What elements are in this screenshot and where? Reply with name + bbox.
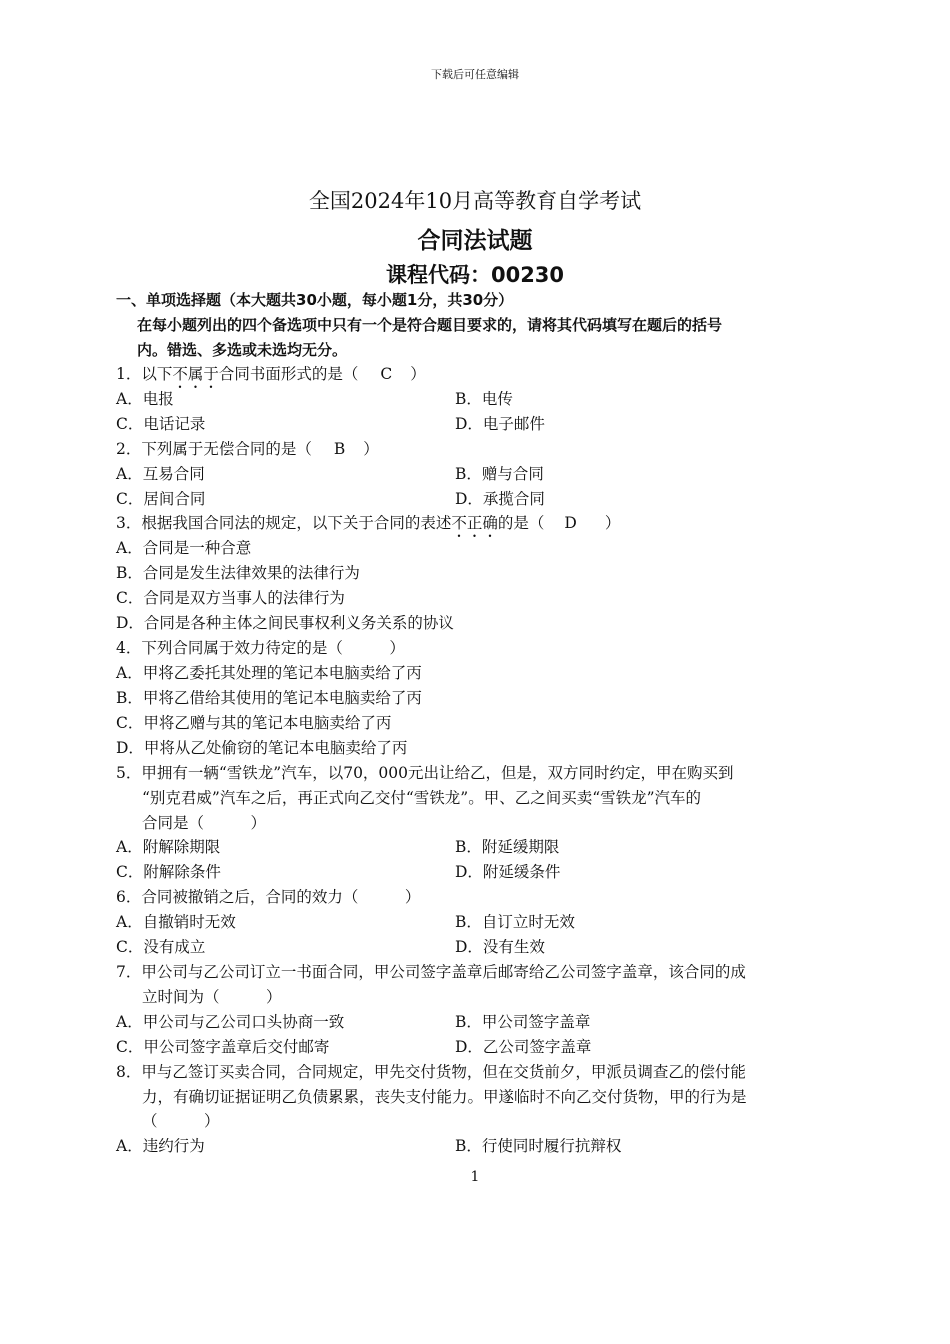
- answer: D: [564, 514, 577, 532]
- q5-option-d: D．附延缓条件: [455, 863, 561, 881]
- exam-title: 全国2024年10月高等教育自学考试: [308, 189, 642, 213]
- emphasis-text: 不属于: [172, 365, 219, 383]
- q6-option-a: A．自撤销时无效: [116, 913, 236, 931]
- course-code: 课程代码：00230: [385, 263, 565, 287]
- question-4: 4．下列合同属于效力待定的是（ ）: [116, 639, 405, 657]
- q2-option-d: D．承揽合同: [455, 490, 545, 508]
- q7-option-d: D．乙公司签字盖章: [455, 1038, 592, 1056]
- q3-option-a: A．合同是一种合意: [116, 539, 252, 557]
- answer: C: [380, 365, 393, 383]
- instruction-line-2: 内。错选、多选或未选均无分。: [137, 341, 348, 359]
- question-5-line-3: 合同是（ ）: [142, 814, 267, 832]
- q8-option-b: B．行使同时履行抗辩权: [455, 1137, 622, 1155]
- question-7-line-2: 立时间为（ ）: [142, 988, 282, 1006]
- instruction-line-1: 在每小题列出的四个备选项中只有一个是符合题目要求的，请将其代码填写在题后的括号: [137, 316, 723, 334]
- question-7-line-1: 7．甲公司与乙公司订立一书面合同，甲公司签字盖章后邮寄给乙公司签字盖章，该合同的成: [116, 963, 746, 981]
- question-2: 2．下列属于无偿合同的是（ B ）: [116, 440, 379, 458]
- emphasis-text: 不正确: [451, 514, 498, 532]
- q4-option-a: A．甲将乙委托其处理的笔记本电脑卖给了丙: [116, 664, 422, 682]
- q1-option-d: D．电子邮件: [455, 415, 545, 433]
- question-8-line-1: 8．甲与乙签订买卖合同，合同规定，甲先交付货物，但在交货前夕，甲派员调查乙的偿付能: [116, 1063, 746, 1081]
- q2-option-b: B．赠与合同: [455, 465, 544, 483]
- q1-option-c: C．电话记录: [116, 415, 206, 433]
- q6-option-d: D．没有生效: [455, 938, 545, 956]
- q2-option-c: C．居间合同: [116, 490, 206, 508]
- q4-option-c: C．甲将乙赠与其的笔记本电脑卖给了丙: [116, 714, 392, 732]
- q5-option-c: C．附解除条件: [116, 863, 221, 881]
- q5-option-a: A．附解除期限: [116, 838, 221, 856]
- question-8-line-3: （ ）: [142, 1112, 220, 1130]
- q8-option-a: A．违约行为: [116, 1137, 205, 1155]
- q5-option-b: B．附延缓期限: [455, 838, 560, 856]
- q4-option-b: B．甲将乙借给其使用的笔记本电脑卖给了丙: [116, 689, 422, 707]
- subject-title: 合同法试题: [417, 228, 533, 254]
- q2-option-a: A．互易合同: [116, 465, 205, 483]
- q3-option-c: C．合同是双方当事人的法律行为: [116, 589, 345, 607]
- answer: B: [333, 440, 346, 458]
- question-3: 3．根据我国合同法的规定，以下关于合同的表述不正确的是（ D ）: [116, 514, 621, 532]
- question-5-line-2: “别克君威”汽车之后，再正式向乙交付“雪铁龙”。甲、乙之间买卖“雪铁龙”汽车的: [142, 789, 702, 807]
- question-1: 1．以下不属于合同书面形式的是（ C ）: [116, 365, 426, 383]
- question-6: 6．合同被撤销之后，合同的效力（ ）: [116, 888, 421, 906]
- header-note: 下载后可任意编辑: [431, 68, 519, 81]
- q1-option-a: A．电报: [116, 390, 174, 408]
- question-8-line-2: 力，有确切证据证明乙负债累累，丧失支付能力。甲遂临时不向乙交付货物，甲的行为是: [142, 1088, 747, 1106]
- q6-option-b: B．自订立时无效: [455, 913, 575, 931]
- section-heading: 一、单项选择题（本大题共30小题，每小题1分，共30分）: [116, 291, 514, 309]
- page-number: 1: [470, 1169, 480, 1185]
- q4-option-d: D．甲将从乙处偷窃的笔记本电脑卖给了丙: [116, 739, 408, 757]
- q3-option-d: D．合同是各种主体之间民事权利义务关系的协议: [116, 614, 454, 632]
- q7-option-b: B．甲公司签字盖章: [455, 1013, 591, 1031]
- q6-option-c: C．没有成立: [116, 938, 206, 956]
- q1-option-b: B．电传: [455, 390, 513, 408]
- question-5-line-1: 5．甲拥有一辆“雪铁龙”汽车，以70，000元出让给乙，但是，双方同时约定，甲在购买到: [116, 764, 734, 782]
- q7-option-a: A．甲公司与乙公司口头协商一致: [116, 1013, 345, 1031]
- q3-option-b: B．合同是发生法律效果的法律行为: [116, 564, 360, 582]
- q7-option-c: C．甲公司签字盖章后交付邮寄: [116, 1038, 330, 1056]
